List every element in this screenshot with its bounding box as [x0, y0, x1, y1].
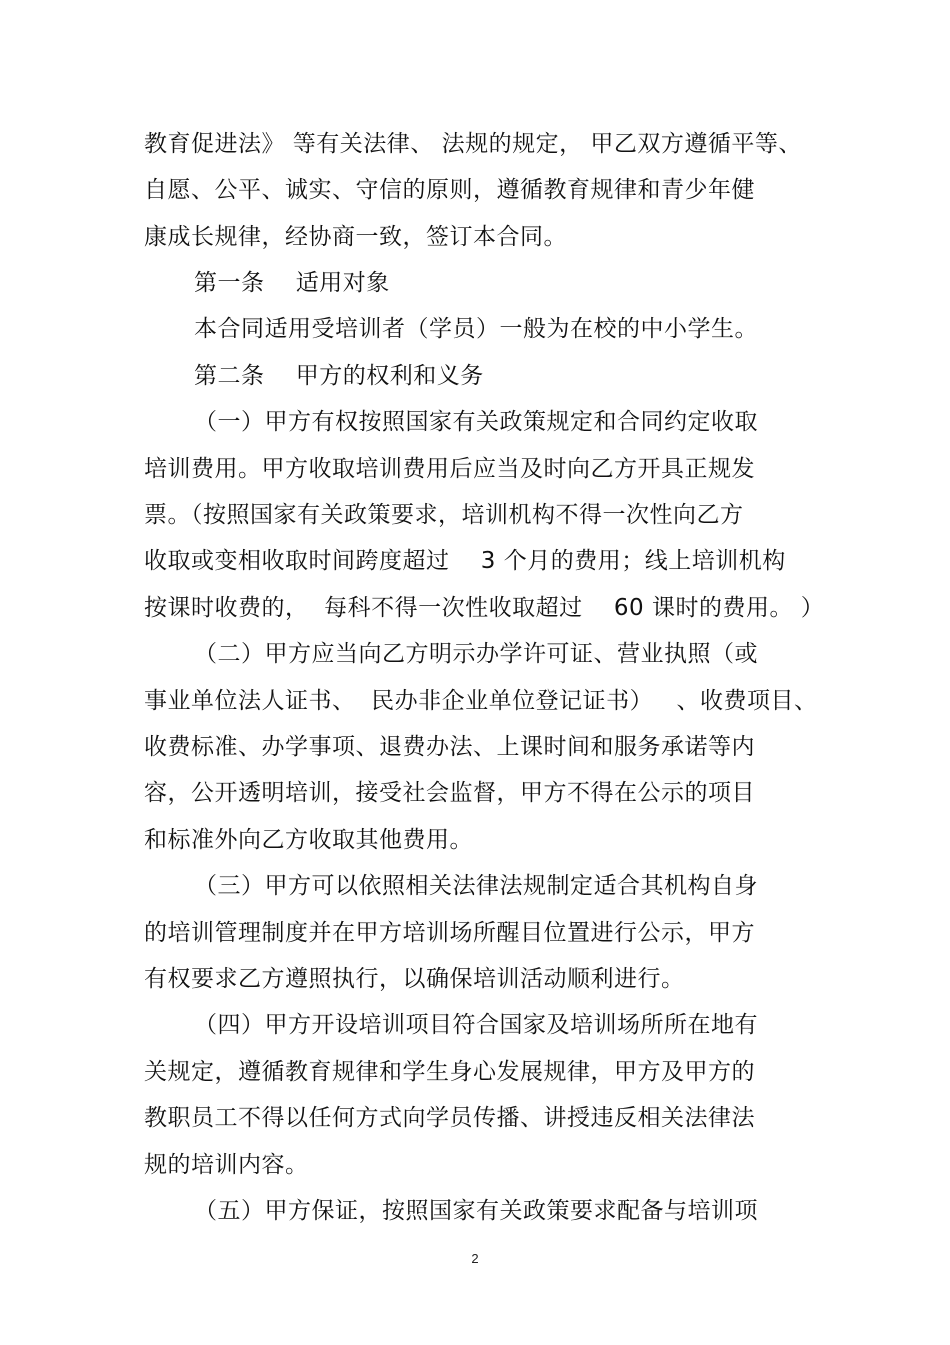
text-line: （一）甲方有权按照国家有关政策规定和合同约定收取: [194, 409, 758, 435]
text-line: 和标准外向乙方收取其他费用。: [144, 827, 473, 853]
text-line: 收取或变相收取时间跨度超过 3 个月的费用；线上培训机构: [144, 548, 786, 574]
text-line: 培训费用。甲方收取培训费用后应当及时向乙方开具正规发: [144, 456, 755, 482]
text-line: （二）甲方应当向乙方明示办学许可证、营业执照（或: [194, 641, 758, 667]
text-line: 关规定，遵循教育规律和学生身心发展规律，甲方及甲方的: [144, 1059, 755, 1085]
text-line: 事业单位法人证书、 民办非企业单位登记证书） 、收费项目、: [144, 688, 818, 714]
text-line: 收费标准、办学事项、退费办法、上课时间和服务承诺等内: [144, 734, 755, 760]
text-line: （三）甲方可以依照相关法律法规制定适合其机构自身: [194, 873, 758, 899]
text-line: （五）甲方保证，按照国家有关政策要求配备与培训项: [194, 1198, 758, 1224]
text-line: 的培训管理制度并在甲方培训场所醒目位置进行公示，甲方: [144, 920, 755, 946]
section-heading: 第二条 甲方的权利和义务: [194, 363, 484, 389]
text-line: 康成长规律，经协商一致，签订本合同。: [144, 224, 567, 250]
text-line: 教育促进法》 等有关法律、 法规的规定， 甲乙双方遵循平等、: [144, 131, 802, 157]
section-heading: 第一条 适用对象: [194, 270, 390, 296]
text-line: （四）甲方开设培训项目符合国家及培训场所所在地有: [194, 1012, 758, 1038]
text-line: 有权要求乙方遵照执行，以确保培训活动顺利进行。: [144, 966, 685, 992]
page-number: 2: [471, 1251, 479, 1266]
text-line: 规的培训内容。: [144, 1152, 309, 1178]
text-line: 票。（按照国家有关政策要求，培训机构不得一次性向乙方: [144, 502, 744, 528]
text-line: 自愿、公平、诚实、守信的原则，遵循教育规律和青少年健: [144, 177, 755, 203]
text-line: 教职员工不得以任何方式向学员传播、讲授违反相关法律法: [144, 1105, 755, 1131]
text-line: 本合同适用受培训者（学员）一般为在校的中小学生。: [194, 316, 758, 342]
text-line: 按课时收费的， 每科不得一次性收取超过 60 课时的费用。 ）: [144, 595, 825, 621]
text-line: 容，公开透明培训，接受社会监督，甲方不得在公示的项目: [144, 780, 755, 806]
